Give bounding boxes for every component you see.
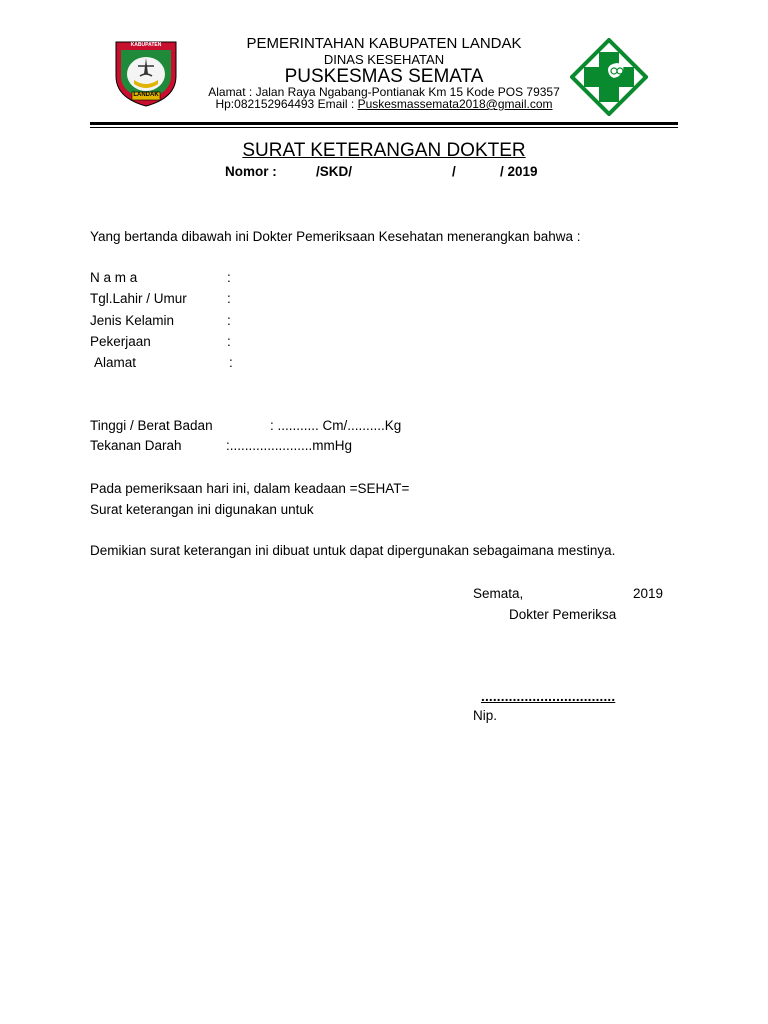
tekanan-value: :......................mmHg <box>226 438 353 453</box>
header-rule-thick <box>90 122 678 125</box>
contact-line <box>180 97 588 111</box>
tekanan-label: Tekanan Darah <box>90 438 182 453</box>
field-pekerjaan-colon: : <box>227 334 231 349</box>
field-alamat-label: Alamat <box>94 355 137 370</box>
field-lahir-colon: : <box>227 291 231 306</box>
kabupaten-landak-crest <box>110 36 182 108</box>
crest-top-text: KABUPATEN <box>130 42 162 48</box>
nomor-slash: / <box>452 164 456 179</box>
signature-year: 2019 <box>633 586 664 601</box>
phone-text: Hp:082152964493 Email : <box>215 97 358 111</box>
field-lahir-label: Tgl.Lahir / Umur <box>90 291 187 306</box>
body-line-1: Pada pemeriksaan hari ini, dalam keadaan =SEHAT= <box>90 481 410 496</box>
document-title: SURAT KETERANGAN DOKTER <box>242 140 526 161</box>
crest-bottom-text: LANDAK <box>133 92 159 98</box>
nomor-code: /SKD/ <box>316 164 353 179</box>
signature-line: .................................. <box>481 689 616 704</box>
field-pekerjaan-label: Pekerjaan <box>90 334 151 349</box>
org-name: PUSKESMAS SEMATA <box>284 66 484 87</box>
email-link[interactable]: Puskesmassemata2018@gmail.com <box>357 97 553 111</box>
intro-text: Yang bertanda dibawah ini Dokter Pemeriksaan Kesehatan menerangkan bahwa : <box>90 229 581 244</box>
closing-text: Demikian surat keterangan ini dibuat untuk dapat dipergunakan sebagaimana mestinya. <box>90 543 616 558</box>
dept-name: DINAS KESEHATAN <box>323 52 445 67</box>
header-rule-thin <box>90 127 678 128</box>
field-kelamin-colon: : <box>227 313 231 328</box>
address-line: Alamat : Jalan Raya Ngabang-Pontianak Km 15 Kode POS 79357 <box>208 85 560 99</box>
signature-place: Semata, <box>473 586 524 601</box>
field-nama-label: N a m a <box>90 270 138 285</box>
field-kelamin-label: Jenis Kelamin <box>90 313 175 328</box>
nomor-year: / 2019 <box>500 164 538 179</box>
tinggi-value: : ........... Cm/..........Kg <box>270 418 402 433</box>
body-line-2: Surat keterangan ini digunakan untuk <box>90 502 314 517</box>
field-nama-colon: : <box>227 270 231 285</box>
nomor-label: Nomor : <box>225 164 277 179</box>
signature-nip: Nip. <box>473 708 498 723</box>
field-alamat-colon: : <box>229 355 233 370</box>
signature-role: Dokter Pemeriksa <box>509 607 617 622</box>
gov-name: PEMERINTAHAN KABUPATEN LANDAK <box>246 35 522 52</box>
tinggi-label: Tinggi / Berat Badan <box>90 418 213 433</box>
